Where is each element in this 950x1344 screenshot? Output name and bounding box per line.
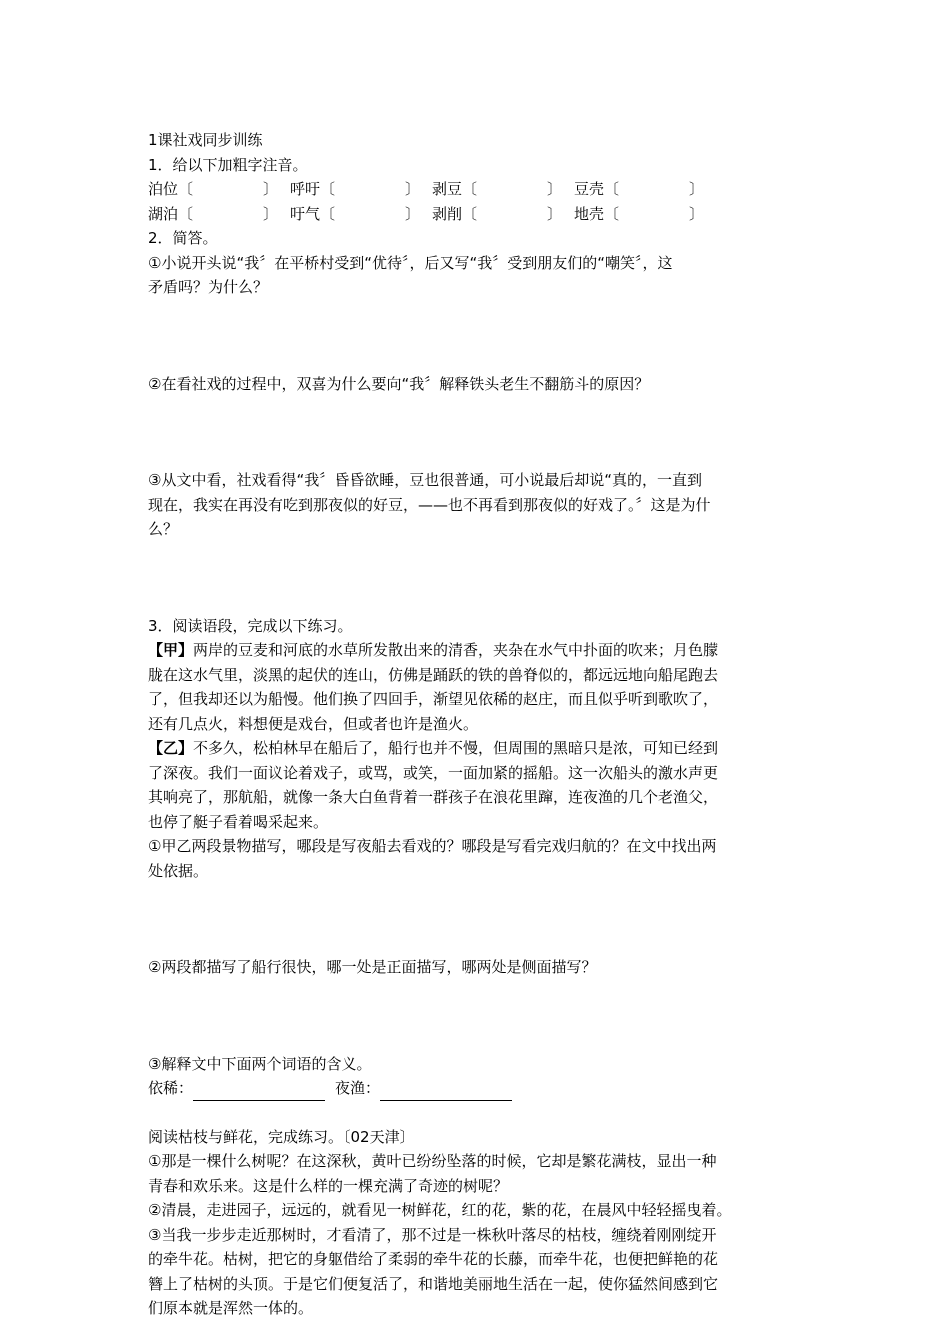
passage-yi-label: 【乙】 — [148, 739, 194, 757]
answer-space[interactable] — [148, 396, 808, 468]
bracket-close: 〕 — [689, 204, 705, 223]
page-title: 1课社戏同步训练 — [148, 131, 263, 149]
passage-jia-line: 胧在这水气里，淡黑的起伏的连山，仿佛是踊跃的铁的兽脊似的，都远远地向船尾跑去 — [148, 665, 719, 684]
q3-item-2-line: ②两段都描写了船行很快，哪一处是正面描写，哪两处是侧面描写？ — [148, 958, 597, 976]
q3-item-1-line: 处依据。 — [148, 861, 209, 880]
bracket-close: 〕 — [547, 204, 563, 223]
bracket-open: 〔 — [462, 204, 478, 223]
passage-jia-label: 【甲】 — [148, 641, 194, 659]
pinyin-item — [148, 202, 290, 227]
q4-passage-line: 的牵牛花。枯树，把它的身躯借给了柔弱的牵牛花的长藤，而牵牛花，也便把鲜艳的花 — [148, 1250, 719, 1268]
bracket-close: 〕 — [263, 180, 279, 198]
passage-yi-line: 其响亮了，那航船，就像一条大白鱼背着一群孩子在浪花里蹿，连夜渔的几个老渔父， — [148, 788, 719, 806]
q3-item-1-line: ①甲乙两段景物描写，哪段是写夜船去看戏的？哪段是写看完戏归航的？在文中找出两 — [148, 837, 717, 855]
fill-blank[interactable] — [380, 1082, 512, 1101]
pinyin-row-1 — [148, 177, 808, 202]
word-text: 湖泊 — [148, 204, 179, 223]
q4-passage-line: ①那是一棵什么树呢？在这深秋，黄叶已纷纷坠落的时候，它却是繁花满枝，显出一种 — [148, 1152, 717, 1170]
passage-jia-line: 还有几点火，料想便是戏台，但或者也许是渔火。 — [148, 714, 479, 733]
term-definitions-row — [148, 1076, 808, 1101]
answer-space[interactable] — [148, 542, 808, 614]
pinyin-row-2 — [148, 202, 808, 227]
word-text: 剥豆 — [432, 180, 463, 198]
q4-passage-line: 们原本就是浑然一体的。 — [148, 1299, 314, 1317]
word-text: 地壳 — [574, 204, 605, 223]
q2-item-1-line: 矛盾吗？为什么？ — [148, 278, 269, 296]
section-spacer — [148, 1101, 808, 1125]
pinyin-item — [290, 202, 432, 227]
q3-item-3-line: ③解释文中下面两个词语的含义。 — [148, 1054, 372, 1073]
q2-item-3-line: 么？ — [148, 520, 179, 538]
q4-heading: 阅读枯枝与鲜花，完成练习。〔02天津〕 — [148, 1127, 415, 1146]
bracket-open: 〔 — [604, 180, 620, 198]
q2-item-3-line: ③从文中看，社戏看得“我〞昏昏欲睡，豆也很普通，可小说最后却说“真的，一直到 — [148, 471, 702, 489]
term-yixi: 依稀： — [148, 1079, 194, 1097]
q4-passage-line: 青春和欢乐来。这是什么样的一棵充满了奇迹的树呢？ — [148, 1176, 509, 1195]
pinyin-item — [574, 202, 716, 227]
answer-space[interactable] — [148, 300, 808, 372]
bracket-close: 〕 — [405, 180, 421, 198]
answer-blank[interactable] — [477, 202, 547, 227]
passage-yi-line: 也停了艇子看着喝采起来。 — [148, 812, 329, 831]
bracket-open: 〔 — [178, 204, 194, 223]
passage-jia-line — [148, 638, 808, 663]
q2-item-2-line: ②在看社戏的过程中，双喜为什么要向“我〞解释铁头老生不翻筋斗的原因？ — [148, 374, 650, 393]
passage-jia-line: 了，但我却还以为船慢。他们换了四回手，渐望见依稀的赵庄，而且似乎听到歌吹了， — [148, 690, 719, 708]
q4-passage-line: ②清晨，走进园子，远远的，就看见一树鲜花，红的花，紫的花，在晨风中轻轻摇曳着。 — [148, 1201, 732, 1219]
word-text: 吁气 — [290, 204, 321, 223]
answer-blank[interactable] — [193, 202, 263, 227]
passage-text: 两岸的豆麦和河底的水草所发散出来的清香，夹杂在水气中扑面的吹来；月色朦 — [193, 641, 719, 659]
pinyin-item — [290, 177, 432, 202]
bracket-open: 〔 — [462, 180, 478, 198]
bracket-open: 〔 — [320, 180, 336, 198]
pinyin-item — [432, 202, 574, 227]
answer-blank[interactable] — [619, 177, 689, 202]
answer-blank[interactable] — [619, 202, 689, 227]
answer-space[interactable] — [148, 980, 808, 1052]
q2-heading: 2．简答。 — [148, 229, 218, 247]
q4-passage-line: ③当我一步步走近那树时，才看清了，那不过是一株秋叶落尽的枯枝，缠绕着刚刚绽开 — [148, 1225, 717, 1244]
answer-blank[interactable] — [335, 177, 405, 202]
q1-heading: 1．给以下加粗字注音。 — [148, 155, 308, 174]
bracket-close: 〕 — [547, 180, 563, 198]
pinyin-item — [148, 177, 290, 202]
word-text: 呼吁 — [290, 180, 321, 198]
word-text: 剥削 — [432, 204, 463, 223]
bracket-open: 〔 — [320, 204, 336, 223]
bracket-close: 〕 — [263, 204, 279, 223]
q2-item-1-line: ①小说开头说“我〞在平桥村受到“优待〞，后又写“我〞受到朋友们的“嘲笑〞，这 — [148, 253, 673, 272]
pinyin-item — [574, 177, 716, 202]
pinyin-item — [432, 177, 574, 202]
bracket-open: 〔 — [604, 204, 620, 223]
answer-blank[interactable] — [335, 202, 405, 227]
fill-blank[interactable] — [193, 1082, 325, 1101]
q3-heading: 3．阅读语段，完成以下练习。 — [148, 616, 353, 635]
bracket-close: 〕 — [405, 204, 421, 223]
passage-text: 不多久，松柏林早在船后了，船行也并不慢，但周围的黑暗只是浓，可知已经到 — [193, 739, 719, 757]
passage-yi-line: 了深夜。我们一面议论着戏子，或骂，或笑，一面加紧的摇船。这一次船头的激水声更 — [148, 763, 719, 782]
word-text: 泊位 — [148, 180, 179, 198]
q2-item-3-line: 现在，我实在再没有吃到那夜似的好豆，——也不再看到那夜似的好戏了。〞这是为什 — [148, 495, 711, 514]
document-content — [148, 128, 808, 1321]
bracket-close: 〕 — [689, 180, 705, 198]
word-text: 豆壳 — [574, 180, 605, 198]
answer-space[interactable] — [148, 883, 808, 955]
bracket-open: 〔 — [178, 180, 194, 198]
answer-blank[interactable] — [477, 177, 547, 202]
passage-yi-line — [148, 736, 808, 761]
q4-passage-line: 簪上了枯树的头顶。于是它们便复活了，和谐地美丽地生活在一起，使你猛然间感到它 — [148, 1274, 719, 1293]
answer-blank[interactable] — [193, 177, 263, 202]
term-yeyu: 夜渔： — [335, 1079, 381, 1097]
